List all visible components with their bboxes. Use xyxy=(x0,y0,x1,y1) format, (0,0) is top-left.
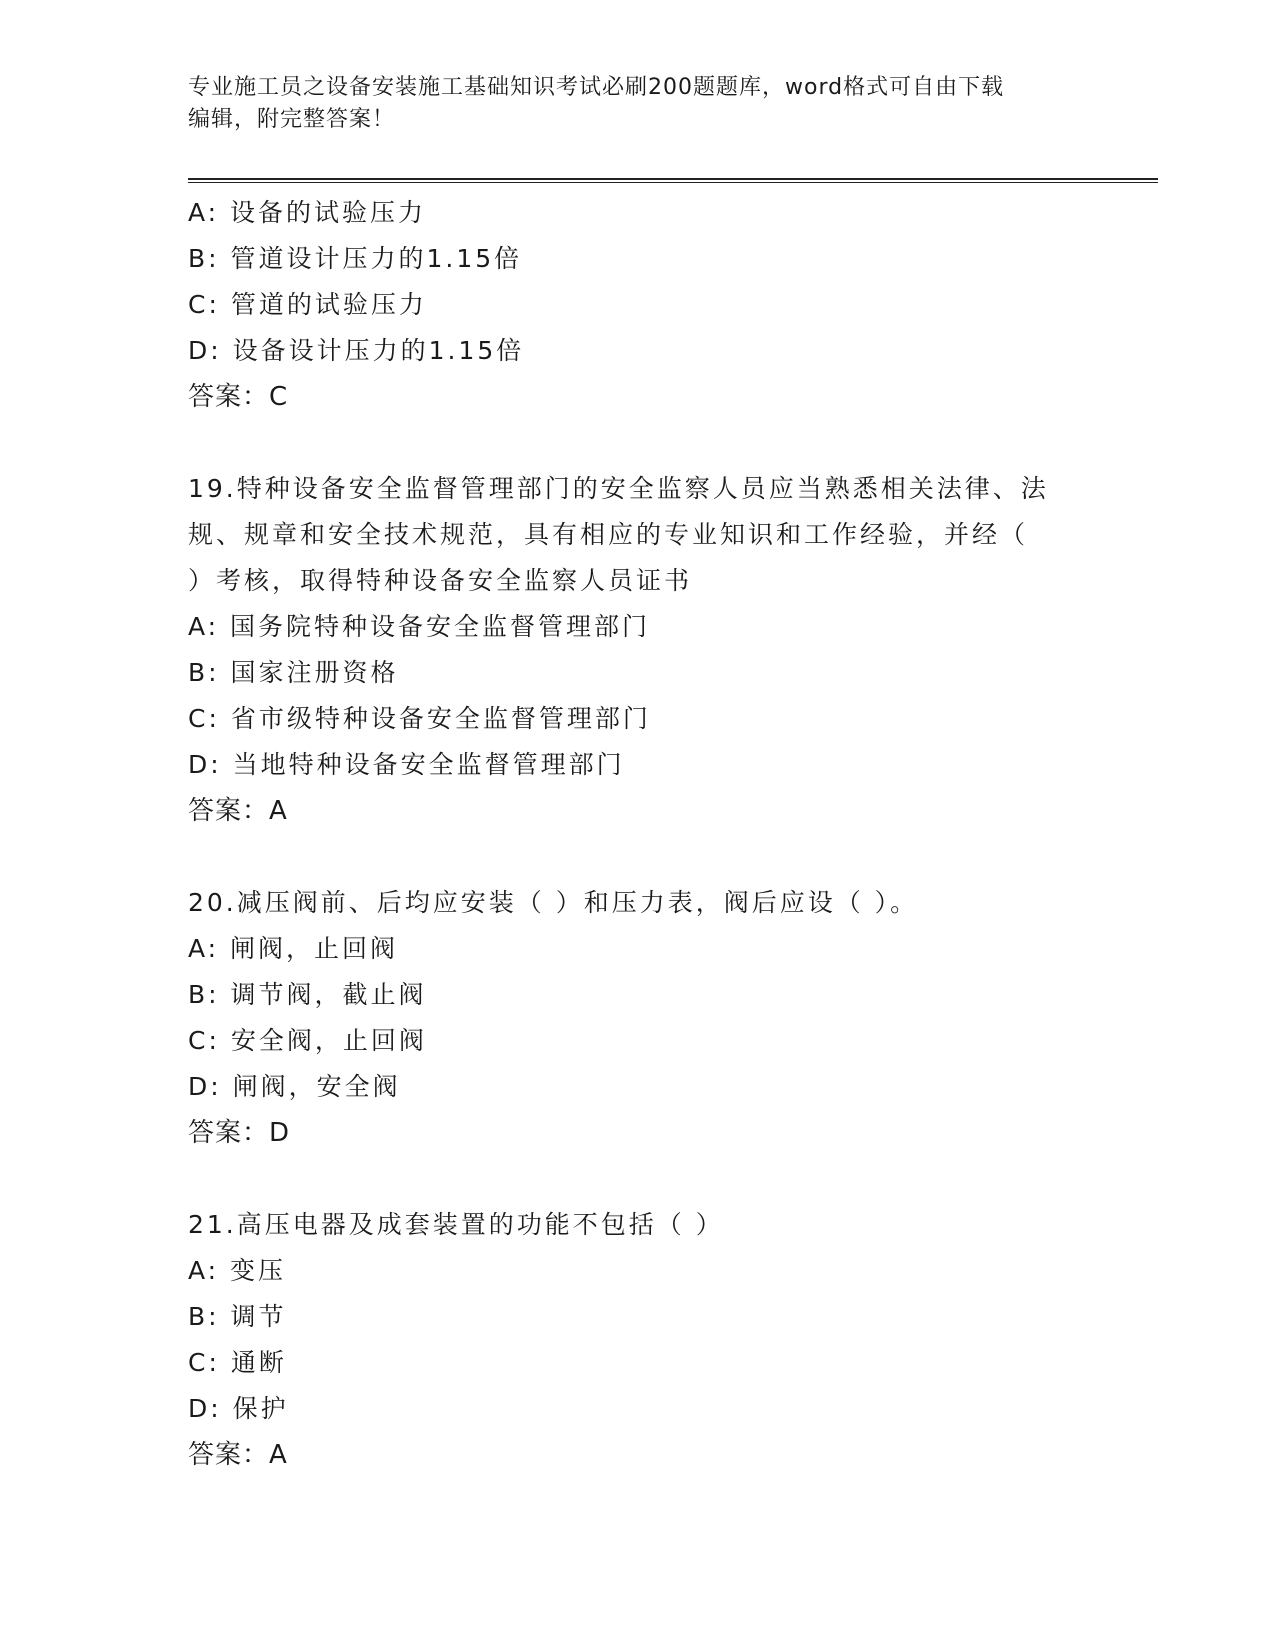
option-a: A: 变压 xyxy=(188,1256,287,1285)
option-b: B: 调节阀，截止阀 xyxy=(188,980,427,1009)
option-d: D: 闸阀，安全阀 xyxy=(188,1072,401,1101)
header-title-line-2: 编辑，附完整答案！ xyxy=(188,107,396,132)
option-c: C: 安全阀，止回阀 xyxy=(188,1026,427,1055)
header-divider xyxy=(188,178,1158,183)
answer-line: 答案：A xyxy=(188,796,288,826)
option-d: D: 保护 xyxy=(188,1394,289,1423)
question-stem-line: 21.高压电器及成套装置的功能不包括（ ） xyxy=(188,1210,724,1239)
option-a: A: 设备的试验压力 xyxy=(188,198,427,227)
question-21 xyxy=(188,1202,1088,1478)
question-18 xyxy=(188,190,1088,420)
option-b: B: 调节 xyxy=(188,1302,287,1331)
option-a: A: 闸阀，止回阀 xyxy=(188,934,399,963)
option-d: D: 设备设计压力的1.15倍 xyxy=(188,336,525,365)
option-c: C: 管道的试验压力 xyxy=(188,290,427,319)
question-stem-line: 规、规章和安全技术规范，具有相应的专业知识和工作经验，并经（ xyxy=(188,520,1029,549)
question-stem-line: ）考核，取得特种设备安全监察人员证书 xyxy=(188,566,693,595)
option-d: D: 当地特种设备安全监督管理部门 xyxy=(188,750,625,779)
option-c: C: 省市级特种设备安全监督管理部门 xyxy=(188,704,651,733)
question-gap xyxy=(188,1156,1088,1202)
question-list xyxy=(188,190,1088,1478)
option-b: B: 国家注册资格 xyxy=(188,658,399,687)
question-stem-line: 19.特种设备安全监督管理部门的安全监察人员应当熟悉相关法律、法 xyxy=(188,474,1049,503)
question-gap xyxy=(188,834,1088,880)
option-b: B: 管道设计压力的1.15倍 xyxy=(188,244,523,273)
question-20 xyxy=(188,880,1088,1156)
answer-line: 答案：A xyxy=(188,1440,288,1470)
option-a: A: 国务院特种设备安全监督管理部门 xyxy=(188,612,651,641)
answer-line: 答案：D xyxy=(188,1118,291,1148)
question-stem-line: 20.减压阀前、后均应安装（ ）和压力表，阀后应设（ ）。 xyxy=(188,888,919,917)
question-gap xyxy=(188,420,1088,466)
header-title-line-1: 专业施工员之设备安装施工基础知识考试必刷200题题库，word格式可自由下载 xyxy=(188,75,1005,100)
answer-line: 答案：C xyxy=(188,382,289,412)
option-c: C: 通断 xyxy=(188,1348,287,1377)
question-19 xyxy=(188,466,1088,834)
document-header xyxy=(188,72,1088,136)
